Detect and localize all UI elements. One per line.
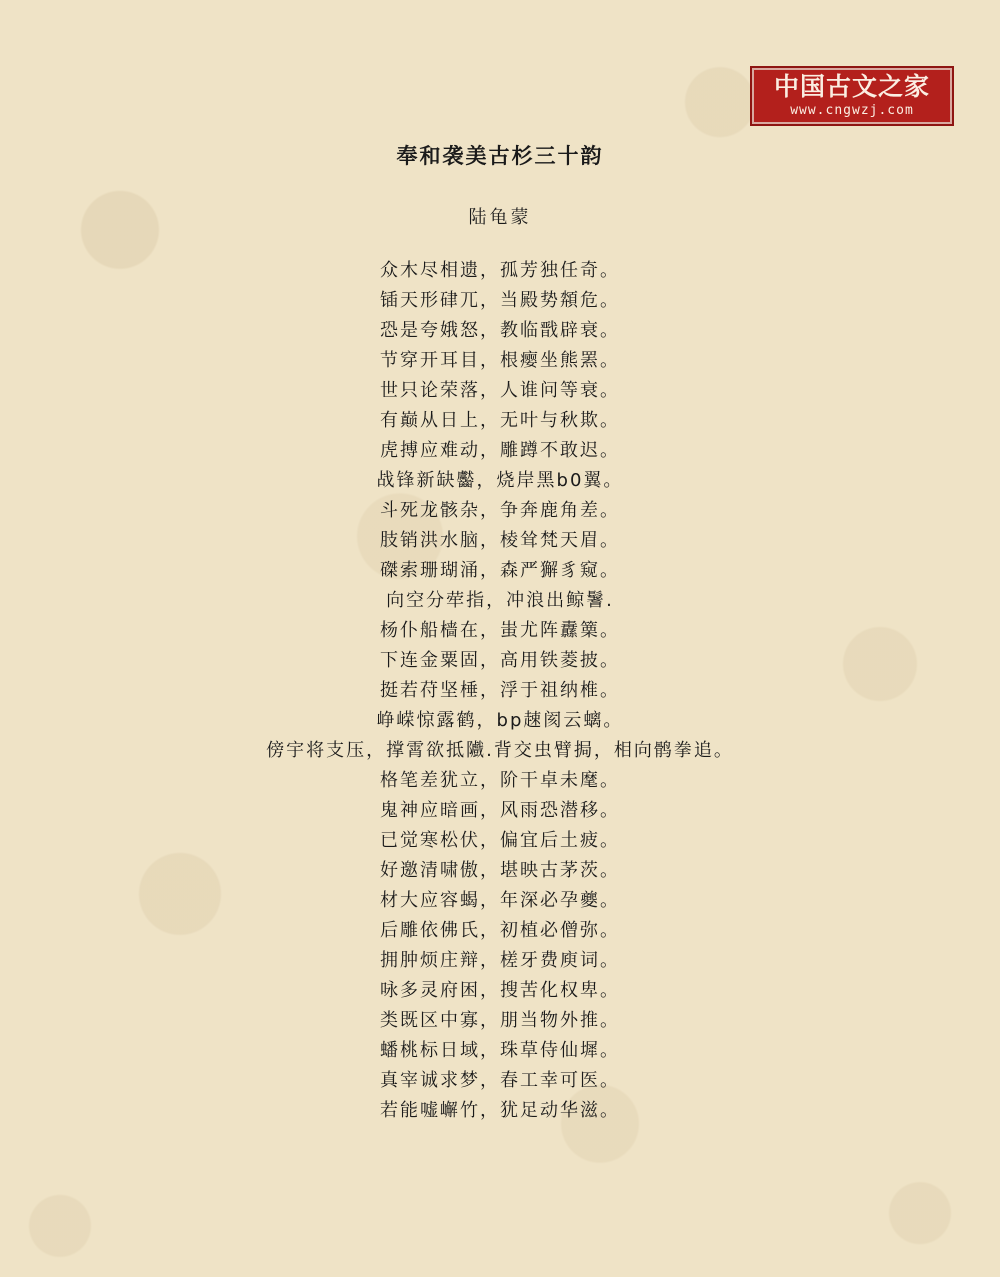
site-logo-stamp[interactable]: [750, 66, 954, 126]
poem-line: 恐是夸娥怒，教临戬辟衰。: [380, 320, 620, 341]
poem-line: 若能嘘嶰竹，犹足动华滋。: [380, 1100, 620, 1121]
poem-author: 陆龟蒙: [468, 207, 532, 228]
poem-line: 向空分荦指，冲浪出鲸鬐.: [386, 590, 614, 611]
poem-line: 已觉寒松伏，偏宜后土疲。: [380, 830, 620, 851]
poem-line: 有巅从日上，无叶与秋欺。: [380, 410, 620, 431]
poem-line: 峥嵘惊露鹤，bp趚阂云螭。: [376, 710, 624, 731]
site-logo-url: www.cngwzj.com: [790, 103, 914, 118]
poem-line: 肢销洪水脑，棱耸梵天眉。: [380, 530, 620, 551]
poem-line: 材大应容蝎，年深必孕夔。: [380, 890, 620, 911]
poem-line: 真宰诚求梦，春工幸可医。: [380, 1070, 620, 1091]
poem-line: 傍宇将支压，撑霄欲抵隵.背交虫臂挶，相向鹘拳追。: [266, 740, 734, 761]
poem-line: 格笔差犹立，阶干卓未麾。: [380, 770, 620, 791]
poem-line: 虎搏应难动，雕蹲不敢迟。: [380, 440, 620, 461]
poem-line: 蟠桃标日域，珠草侍仙墀。: [380, 1040, 620, 1061]
poem-line: 杨仆船樯在，蚩尤阵纛篥。: [380, 620, 620, 641]
poem-line: 战锋新缺齾，烧岸黑b0翼。: [376, 470, 624, 491]
poem-body: [0, 256, 1000, 1126]
poem-line: 拥肿烦庄辩，槎牙费庾词。: [380, 950, 620, 971]
poem-title: 奉和袭美古杉三十韵: [396, 144, 604, 168]
poem-line: 磔索珊瑚涌，森严獬豸窥。: [380, 560, 620, 581]
poem-line: 鬼神应暗画，风雨恐潜移。: [380, 800, 620, 821]
site-logo-name: 中国古文之家: [773, 72, 930, 101]
poem-line: 节穿开耳目，根瘿坐熊罴。: [380, 350, 620, 371]
poem-line: 斗死龙骸杂，争奔鹿角差。: [380, 500, 620, 521]
poem-line: 下连金粟固，高用铁菱披。: [380, 650, 620, 671]
poem-line: 锸天形硉兀，当殿势頮危。: [380, 290, 620, 311]
poem-line: 类既区中寡，朋当物外推。: [380, 1010, 620, 1031]
poem-line: 咏多灵府困，搜苦化权卑。: [380, 980, 620, 1001]
poem-line: 好邀清啸傲，堪映古茅茨。: [380, 860, 620, 881]
poem-line: 世只论荣落，人谁问等衰。: [380, 380, 620, 401]
poem-line: 后雕依佛氏，初植必僧弥。: [380, 920, 620, 941]
poem-line: 挺若苻坚棰，浮于祖纳椎。: [380, 680, 620, 701]
poem-line: 众木尽相遗，孤芳独任奇。: [380, 260, 620, 281]
